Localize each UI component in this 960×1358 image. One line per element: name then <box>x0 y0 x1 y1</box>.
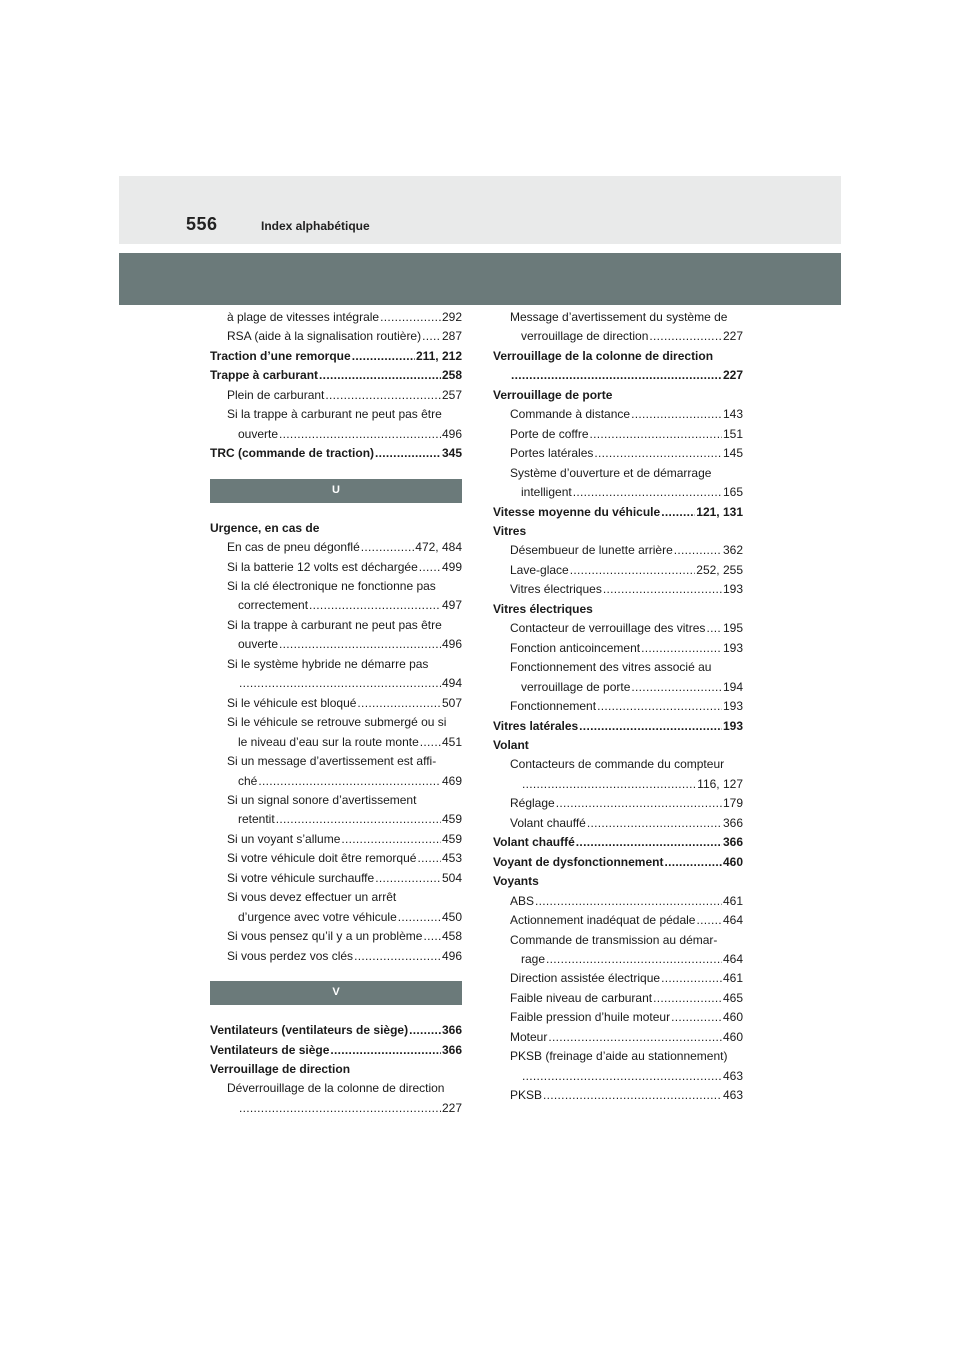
entry-page: 121, 131 <box>696 504 743 519</box>
index-entry <box>493 561 743 580</box>
index-entry <box>493 678 743 697</box>
dot-leader <box>653 989 722 1008</box>
entry-text: correctement <box>238 598 309 613</box>
entry-text: RSA (aide à la signalisation routière) <box>227 329 422 344</box>
index-entry <box>210 425 462 444</box>
index-entry <box>493 755 743 774</box>
entry-text: verrouillage de direction <box>521 329 649 344</box>
dot-leader <box>696 911 721 930</box>
index-entry <box>210 1099 462 1118</box>
entry-page: 362 <box>722 543 743 558</box>
index-entry <box>493 950 743 969</box>
index-entry <box>210 1060 462 1079</box>
entry-text: Commande de transmission au démar- <box>510 932 718 947</box>
entry-page: 464 <box>722 913 743 928</box>
dot-leader <box>279 635 441 654</box>
dot-leader <box>641 639 722 658</box>
dot-leader <box>417 849 441 868</box>
entry-text: ouverte <box>238 426 279 441</box>
index-column-right <box>493 308 743 1106</box>
dot-leader <box>570 561 696 580</box>
entry-page: 450 <box>441 909 462 924</box>
dot-leader <box>375 869 441 888</box>
entry-page: 366 <box>441 1042 462 1057</box>
entry-page: 165 <box>722 485 743 500</box>
entry-text: Volant chauffé <box>510 815 586 830</box>
index-entry <box>493 658 743 677</box>
entry-page: 145 <box>722 446 743 461</box>
dot-leader <box>661 503 695 522</box>
entry-text: Si le véhicule est bloqué <box>227 695 357 710</box>
entry-text: Traction d’une remorque <box>210 348 351 363</box>
index-entry <box>493 503 743 522</box>
index-entry <box>210 308 462 327</box>
index-entry <box>493 931 743 950</box>
index-entry <box>210 405 462 424</box>
index-column-left <box>210 308 462 1118</box>
dot-leader <box>357 694 441 713</box>
entry-page: 499 <box>441 559 462 574</box>
index-entry <box>210 694 462 713</box>
index-entry <box>210 752 462 771</box>
dot-leader <box>674 541 722 560</box>
index-entry <box>493 1047 743 1066</box>
dot-leader <box>276 810 441 829</box>
entry-text: Si la clé électronique ne fonctionne pas <box>227 578 436 593</box>
entry-text: Si un message d’avertissement est affi- <box>227 754 437 769</box>
entry-page: 257 <box>441 387 462 402</box>
index-entry <box>210 1021 462 1040</box>
entry-text: Si la trappe à carburant ne peut pas être <box>227 617 442 632</box>
dot-leader <box>579 717 722 736</box>
entry-text: Si votre véhicule surchauffe <box>227 870 375 885</box>
entry-text: Fonctionnement <box>510 699 597 714</box>
dot-leader <box>587 814 722 833</box>
entry-text: TRC (commande de traction) <box>210 446 375 461</box>
index-entry <box>493 580 743 599</box>
entry-text: retentit <box>238 812 275 827</box>
entry-text: Si le véhicule se retrouve submergé ou si <box>227 715 447 730</box>
dot-leader <box>590 425 722 444</box>
entry-page: 460 <box>722 854 743 869</box>
index-entry <box>210 1041 462 1060</box>
dot-leader <box>603 580 722 599</box>
dot-leader <box>576 833 722 852</box>
index-entry <box>493 366 743 385</box>
entry-text: Réglage <box>510 796 555 811</box>
entry-text: Verrouillage de la colonne de direction <box>493 348 714 363</box>
entry-text: Contacteur de verrouillage des vitres <box>510 621 706 636</box>
entry-page: 366 <box>441 1023 462 1038</box>
entry-text: à plage de vitesses intégrale <box>227 310 380 324</box>
entry-page: 193 <box>722 718 743 733</box>
entry-text: Volant chauffé <box>493 835 575 850</box>
entry-page: 179 <box>722 796 743 811</box>
index-entry <box>493 600 743 619</box>
entry-text: verrouillage de porte <box>521 679 631 694</box>
index-entry <box>493 989 743 1008</box>
entry-page: 211, 212 <box>415 348 462 363</box>
entry-page: 366 <box>722 815 743 830</box>
entry-text: PKSB (freinage d’aide au stationnement) <box>510 1049 728 1064</box>
entry-text: Si vous pensez qu’il y a un problème <box>227 929 423 944</box>
entry-text: Moteur <box>510 1029 548 1044</box>
entry-text: Ventilateurs (ventilateurs de siège) <box>210 1023 409 1038</box>
index-entry <box>210 616 462 635</box>
entry-text: Ventilateurs de siège <box>210 1042 330 1057</box>
entry-text: intelligent <box>521 485 572 500</box>
dot-leader <box>671 1008 722 1027</box>
index-entry <box>493 1067 743 1086</box>
index-entry <box>210 869 462 888</box>
entry-page: 463 <box>722 1068 743 1083</box>
entry-text: Faible niveau de carburant <box>510 990 653 1005</box>
entry-text: Si la trappe à carburant ne peut pas être <box>227 407 442 422</box>
index-entry <box>210 635 462 654</box>
entry-page: 496 <box>441 426 462 441</box>
entry-text: Désembueur de lunette arrière <box>510 543 673 558</box>
entry-page: 194 <box>722 679 743 694</box>
entry-page: 193 <box>722 640 743 655</box>
index-entry <box>210 713 462 732</box>
v-entries <box>210 1021 462 1118</box>
dot-leader <box>309 596 441 615</box>
entry-text: Volant <box>493 737 529 752</box>
entry-text: Système d’ouverture et de démarrage <box>510 465 712 480</box>
entry-page: 461 <box>722 893 743 908</box>
index-entry <box>493 853 743 872</box>
index-entry <box>210 558 462 577</box>
entry-text: Contacteurs de commande du compteur <box>510 757 725 772</box>
entry-page: 458 <box>441 929 462 944</box>
index-entry <box>493 308 743 327</box>
entry-page: 465 <box>722 990 743 1005</box>
dot-leader <box>573 483 722 502</box>
entry-text: Fonctionnement des vitres associé au <box>510 660 712 675</box>
entry-text: Vitres <box>493 523 527 538</box>
entry-page: 227 <box>722 329 743 344</box>
index-entry <box>493 425 743 444</box>
dot-leader <box>279 425 441 444</box>
entry-text: Faible pression d’huile moteur <box>510 1010 671 1025</box>
index-entry <box>210 366 462 385</box>
index-entry <box>493 833 743 852</box>
dot-leader <box>398 908 441 927</box>
entry-page: 258 <box>441 368 462 383</box>
dot-leader <box>556 794 722 813</box>
index-entry <box>493 1086 743 1105</box>
dot-leader <box>548 1028 722 1047</box>
entry-text: Porte de coffre <box>510 426 589 441</box>
dot-leader <box>535 892 722 911</box>
letter-u: U <box>332 483 340 496</box>
entry-page: 472, 484 <box>415 540 462 555</box>
dot-leader <box>631 405 722 424</box>
entry-text: Si vous perdez vos clés <box>227 948 354 963</box>
dot-leader <box>511 366 722 385</box>
entry-page: 497 <box>441 598 462 613</box>
entry-text: Plein de carburant <box>227 387 325 402</box>
entry-page: 227 <box>722 368 743 383</box>
entry-text: Si vous devez effectuer un arrêt <box>227 890 397 905</box>
entry-text: Vitres électriques <box>493 601 593 616</box>
index-entry <box>493 444 743 463</box>
entry-page: 116, 127 <box>697 776 743 791</box>
index-entry <box>493 717 743 736</box>
entry-page: 143 <box>722 407 743 422</box>
index-entry <box>210 519 462 538</box>
index-entry <box>493 327 743 346</box>
dot-leader <box>649 327 722 346</box>
entry-text: Vitres latérales <box>493 718 579 733</box>
index-entry <box>210 444 462 463</box>
entry-text: Urgence, en cas de <box>210 520 320 535</box>
index-entry <box>493 639 743 658</box>
index-entry <box>493 775 743 794</box>
section-title: Index alphabétique <box>261 219 370 233</box>
entry-text: Fonction anticoincement <box>510 640 641 655</box>
index-entry <box>210 674 462 693</box>
index-entry <box>493 794 743 813</box>
index-entry <box>210 908 462 927</box>
index-entry <box>493 697 743 716</box>
entry-text: Si un signal sonore d’avertissement <box>227 792 417 807</box>
entry-page: 469 <box>441 773 462 788</box>
index-entry <box>210 655 462 674</box>
index-entry <box>493 1008 743 1027</box>
entry-text: le niveau d’eau sur la route monte <box>238 734 419 749</box>
entry-text: Message d’avertissement du système de <box>510 310 728 324</box>
entry-page: 496 <box>441 948 462 963</box>
entry-text: Si votre véhicule doit être remorqué <box>227 851 417 866</box>
dot-leader <box>419 558 441 577</box>
entry-page: 507 <box>441 695 462 710</box>
entry-page: 292 <box>441 310 462 324</box>
dot-leader <box>239 1099 441 1118</box>
entry-page: 463 <box>722 1088 743 1103</box>
dot-leader <box>380 308 441 327</box>
entry-text: Vitesse moyenne du véhicule <box>493 504 661 519</box>
dot-leader <box>631 678 722 697</box>
entry-text: Verrouillage de direction <box>210 1061 351 1076</box>
index-entry <box>493 1028 743 1047</box>
index-entry <box>493 814 743 833</box>
dot-leader <box>664 853 722 872</box>
index-entry <box>493 386 743 405</box>
entry-page: 195 <box>722 621 743 636</box>
dot-leader <box>354 947 441 966</box>
entry-text: PKSB <box>510 1088 543 1103</box>
entry-page: 460 <box>722 1010 743 1025</box>
index-entry <box>210 849 462 868</box>
right-entries <box>493 308 743 1106</box>
entry-page: 461 <box>722 971 743 986</box>
dot-leader <box>325 386 441 405</box>
entry-page: 227 <box>441 1100 462 1115</box>
page-number: 556 <box>186 214 218 234</box>
entry-page: 496 <box>441 637 462 652</box>
dot-leader <box>361 538 415 557</box>
letter-banner-u <box>210 479 462 503</box>
index-entry <box>493 347 743 366</box>
dot-leader <box>522 1067 722 1086</box>
index-entry <box>210 347 462 366</box>
index-entry <box>493 736 743 755</box>
dot-leader <box>597 697 722 716</box>
letter-banner-v <box>210 981 462 1005</box>
entry-text: Vitres électriques <box>510 582 602 597</box>
index-entry <box>210 927 462 946</box>
entry-text: ABS <box>510 893 535 908</box>
entry-page: 366 <box>722 835 743 850</box>
entry-page: 193 <box>722 582 743 597</box>
index-entry <box>493 872 743 891</box>
letter-v: V <box>332 986 340 999</box>
index-entry <box>493 464 743 483</box>
index-entry <box>493 483 743 502</box>
dot-leader <box>352 347 415 366</box>
dot-leader <box>341 830 441 849</box>
index-entry <box>210 596 462 615</box>
dot-leader <box>594 444 722 463</box>
entry-page: 464 <box>722 951 743 966</box>
entry-text: Si un voyant s’allume <box>227 831 341 846</box>
entry-text: Direction assistée électrique <box>510 971 661 986</box>
index-entry <box>210 830 462 849</box>
index-entry <box>210 386 462 405</box>
index-entry <box>210 327 462 346</box>
entry-text: Trappe à carburant <box>210 368 319 383</box>
dot-leader <box>409 1021 441 1040</box>
entry-text: ché <box>238 773 258 788</box>
dot-leader <box>375 444 441 463</box>
index-entry <box>210 791 462 810</box>
u-entries <box>210 519 462 966</box>
entry-text: Lave-glace <box>510 562 569 577</box>
index-entry <box>493 969 743 988</box>
dot-leader <box>661 969 722 988</box>
entry-text: Voyants <box>493 874 539 889</box>
t-entries <box>210 308 462 464</box>
entry-text: Verrouillage de porte <box>493 387 613 402</box>
entry-page: 345 <box>441 446 462 461</box>
entry-page: 459 <box>441 812 462 827</box>
index-entry <box>210 810 462 829</box>
dot-leader <box>420 733 441 752</box>
entry-page: 252, 255 <box>696 562 743 577</box>
entry-page: 451 <box>441 734 462 749</box>
entry-page: 504 <box>441 870 462 885</box>
entry-page: 287 <box>441 329 462 344</box>
entry-text: Actionnement inadéquat de pédale <box>510 913 696 928</box>
entry-page: 453 <box>441 851 462 866</box>
entry-text: Si la batterie 12 volts est déchargée <box>227 559 418 574</box>
entry-page: 494 <box>441 676 462 691</box>
index-entry <box>493 522 743 541</box>
entry-page: 193 <box>722 699 743 714</box>
entry-text: Portes latérales <box>510 446 594 461</box>
dot-leader <box>546 950 722 969</box>
entry-page: 151 <box>722 426 743 441</box>
dot-leader <box>706 619 722 638</box>
dot-leader <box>522 775 696 794</box>
entry-text: rage <box>521 951 546 966</box>
index-entry <box>493 892 743 911</box>
index-entry <box>210 1079 462 1098</box>
entry-text: Si le système hybride ne démarre pas <box>227 656 429 671</box>
dot-leader <box>423 927 441 946</box>
index-entry <box>210 538 462 557</box>
index-entry <box>493 541 743 560</box>
dot-leader <box>239 674 441 693</box>
index-entry <box>210 577 462 596</box>
index-entry <box>493 619 743 638</box>
index-entry <box>210 947 462 966</box>
dot-leader <box>543 1086 722 1105</box>
dot-leader <box>258 772 441 791</box>
entry-page: 460 <box>722 1029 743 1044</box>
index-entry <box>493 911 743 930</box>
index-entry <box>210 888 462 907</box>
entry-text: ouverte <box>238 637 279 652</box>
dot-leader <box>319 366 441 385</box>
dot-leader <box>422 327 441 346</box>
header-band <box>119 176 841 244</box>
index-entry <box>210 772 462 791</box>
entry-text: Déverrouillage de la colonne de direction <box>227 1081 445 1096</box>
entry-text: En cas de pneu dégonflé <box>227 540 360 555</box>
entry-page: 459 <box>441 831 462 846</box>
index-entry <box>493 405 743 424</box>
header-bar <box>119 253 841 305</box>
entry-text: Commande à distance <box>510 407 631 422</box>
entry-text: Voyant de dysfonctionnement <box>493 854 664 869</box>
entry-text: d’urgence avec votre véhicule <box>238 909 397 924</box>
dot-leader <box>330 1041 441 1060</box>
index-entry <box>210 733 462 752</box>
